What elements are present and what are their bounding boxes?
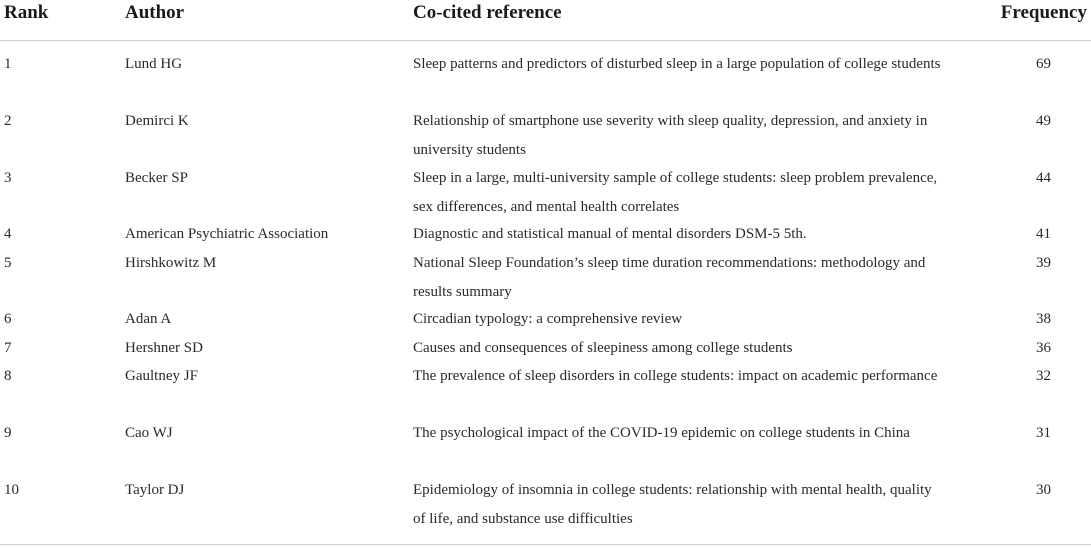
cell-reference: The prevalence of sleep disorders in college students: impact on academic performance (413, 368, 938, 384)
cell-reference: Relationship of smartphone use severity with sleep quality, depression, and anxiety in university students (413, 113, 928, 158)
cell-author: American Psychiatric Association (125, 226, 329, 242)
cell-author: Taylor DJ (125, 482, 185, 498)
cell-author: Cao WJ (125, 425, 173, 441)
cell-reference: The psychological impact of the COVID-19 epidemic on college students in China (413, 425, 910, 441)
table-header (0, 0, 1091, 41)
cell-frequency: 41 (1036, 226, 1051, 242)
cell-author: Lund HG (125, 56, 183, 72)
cell-rank: 10 (4, 482, 19, 498)
cell-reference: Circadian typology: a comprehensive review (413, 311, 683, 327)
cell-author: Hershner SD (125, 340, 203, 356)
cell-reference: National Sleep Foundation’s sleep time duration recommendations: methodology and results summary (413, 255, 926, 300)
cell-frequency: 32 (1036, 368, 1051, 384)
cell-author: Hirshkowitz M (125, 255, 217, 271)
header-rank: Rank (4, 2, 49, 23)
header-author: Author (125, 2, 185, 23)
cell-reference: Diagnostic and statistical manual of mental disorders DSM-5 5th. (413, 226, 807, 242)
cell-frequency: 36 (1036, 340, 1051, 356)
cell-frequency: 69 (1036, 56, 1051, 72)
cell-frequency: 30 (1036, 482, 1051, 498)
cell-author: Adan A (125, 311, 172, 327)
cell-author: Demirci K (125, 113, 189, 129)
cell-frequency: 39 (1036, 255, 1051, 271)
cell-frequency: 38 (1036, 311, 1051, 327)
cell-frequency: 31 (1036, 425, 1051, 441)
cell-reference: Causes and consequences of sleepiness among college students (413, 340, 793, 356)
cell-rank: 1 (4, 56, 12, 72)
cell-rank: 7 (4, 340, 12, 356)
cell-rank: 5 (4, 255, 12, 271)
cell-rank: 9 (4, 425, 12, 441)
cell-author: Becker SP (125, 170, 188, 186)
cell-rank: 2 (4, 113, 12, 129)
cell-rank: 8 (4, 368, 12, 384)
cell-reference: Sleep patterns and predictors of disturbed sleep in a large population of college students (413, 56, 941, 72)
cell-frequency: 44 (1036, 170, 1051, 186)
table-bottom-rule (0, 544, 1091, 545)
cell-rank: 4 (4, 226, 12, 242)
cell-author: Gaultney JF (125, 368, 198, 384)
header-frequency: Frequency (1000, 2, 1087, 23)
cell-rank: 3 (4, 170, 12, 186)
cell-reference: Sleep in a large, multi-university sample of college students: sleep problem prevalence, sex differences, and mental health correlates (413, 170, 938, 215)
header-co-cited-reference: Co-cited reference (413, 2, 562, 23)
cell-frequency: 49 (1036, 113, 1051, 129)
cell-rank: 6 (4, 311, 12, 327)
cell-reference: Epidemiology of insomnia in college students: relationship with mental health, quality of life, and substance use difficulties (413, 482, 932, 527)
